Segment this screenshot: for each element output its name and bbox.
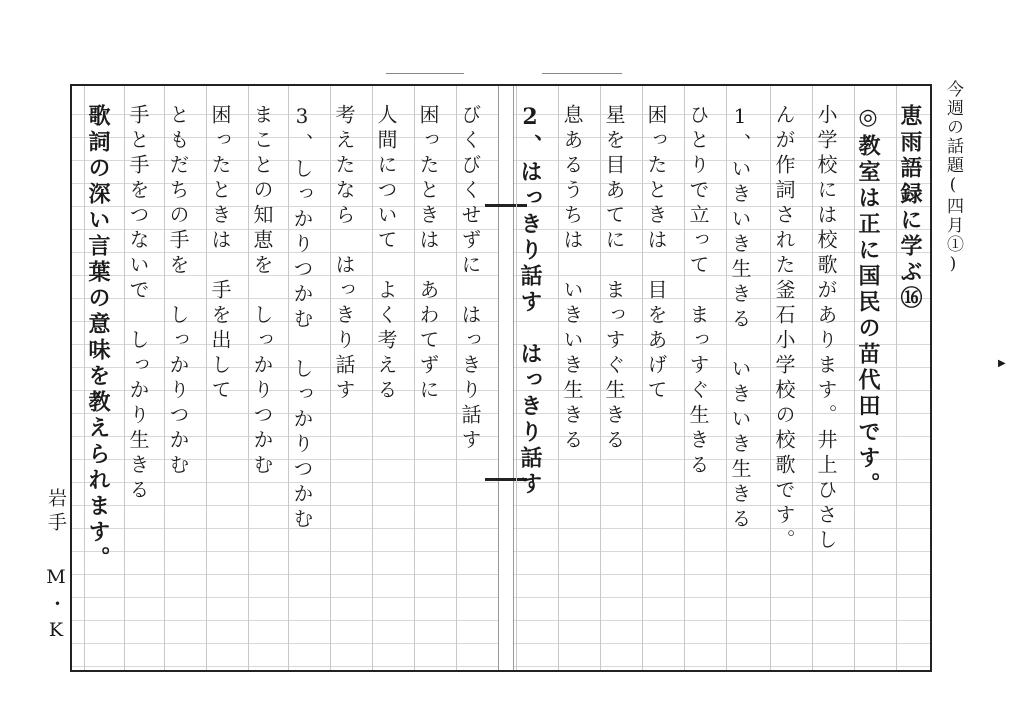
text-column: [124, 86, 152, 670]
column-text: 息あるうちは いきいき生きる: [560, 104, 584, 454]
column-text: 1、いきいき生きる いきいき生きる: [728, 104, 752, 533]
column-text: 2、はっきり話す はっきり話す: [517, 104, 543, 498]
text-column: [206, 86, 234, 670]
text-column: [414, 86, 442, 670]
center-fold: [498, 86, 514, 670]
column-text: 星を目あてに まっすぐ生きる: [602, 104, 626, 454]
page-title: 今週の話題(四月①): [943, 80, 963, 276]
header-rule-right: [542, 73, 622, 74]
header-rule-left: [386, 73, 464, 74]
text-column: [372, 86, 400, 670]
column-text: 3、しっかりつかむ しっかりつかむ: [290, 104, 314, 533]
text-column: [558, 86, 586, 670]
text-column: [770, 86, 798, 670]
text-column: [642, 86, 670, 670]
column-text: ひとりで立って まっすぐ生きる: [686, 104, 710, 479]
column-text: ともだちの手を しっかりつかむ: [166, 104, 190, 479]
text-column: [896, 86, 924, 670]
text-column: [330, 86, 358, 670]
column-text: 困ったときは 目をあげて: [644, 104, 668, 404]
author-region: 岩手: [45, 488, 67, 536]
text-column: [600, 86, 628, 670]
column-text: 小学校には校歌があります。井上ひさし: [814, 104, 838, 554]
column-text: 困ったときは あわてずに: [416, 104, 440, 404]
column-text: びくびくせずに はっきり話す: [458, 104, 482, 454]
column-text: 手と手をつないで しっかり生きる: [126, 104, 150, 504]
text-column: [84, 86, 112, 670]
text-column: [516, 86, 544, 670]
next-page-arrow-icon: ▶: [998, 358, 1006, 369]
column-text: んが作詞された釜石小学校の校歌です。: [772, 104, 796, 554]
text-column: [288, 86, 316, 670]
column-text: 困ったときは 手を出して: [208, 104, 232, 404]
text-column: [684, 86, 712, 670]
column-text: 歌詞の深い言葉の意味を教えられます。: [85, 104, 111, 572]
column-text: 人間について よく考える: [374, 104, 398, 404]
manuscript-sheet: [70, 84, 932, 672]
column-text: まことの知恵を しっかりつかむ: [250, 104, 274, 479]
text-column: [812, 86, 840, 670]
column-text: 考えたなら はっきり話す: [332, 104, 356, 404]
text-column: [726, 86, 754, 670]
text-column: [248, 86, 276, 670]
text-column: [164, 86, 192, 670]
text-column: [456, 86, 484, 670]
text-column: [854, 86, 882, 670]
author-initials: M・K: [45, 566, 67, 647]
column-text: 恵雨語録に学ぶ⑯: [897, 104, 923, 312]
column-text: ◎教室は正に国民の苗代田です。: [855, 104, 881, 498]
